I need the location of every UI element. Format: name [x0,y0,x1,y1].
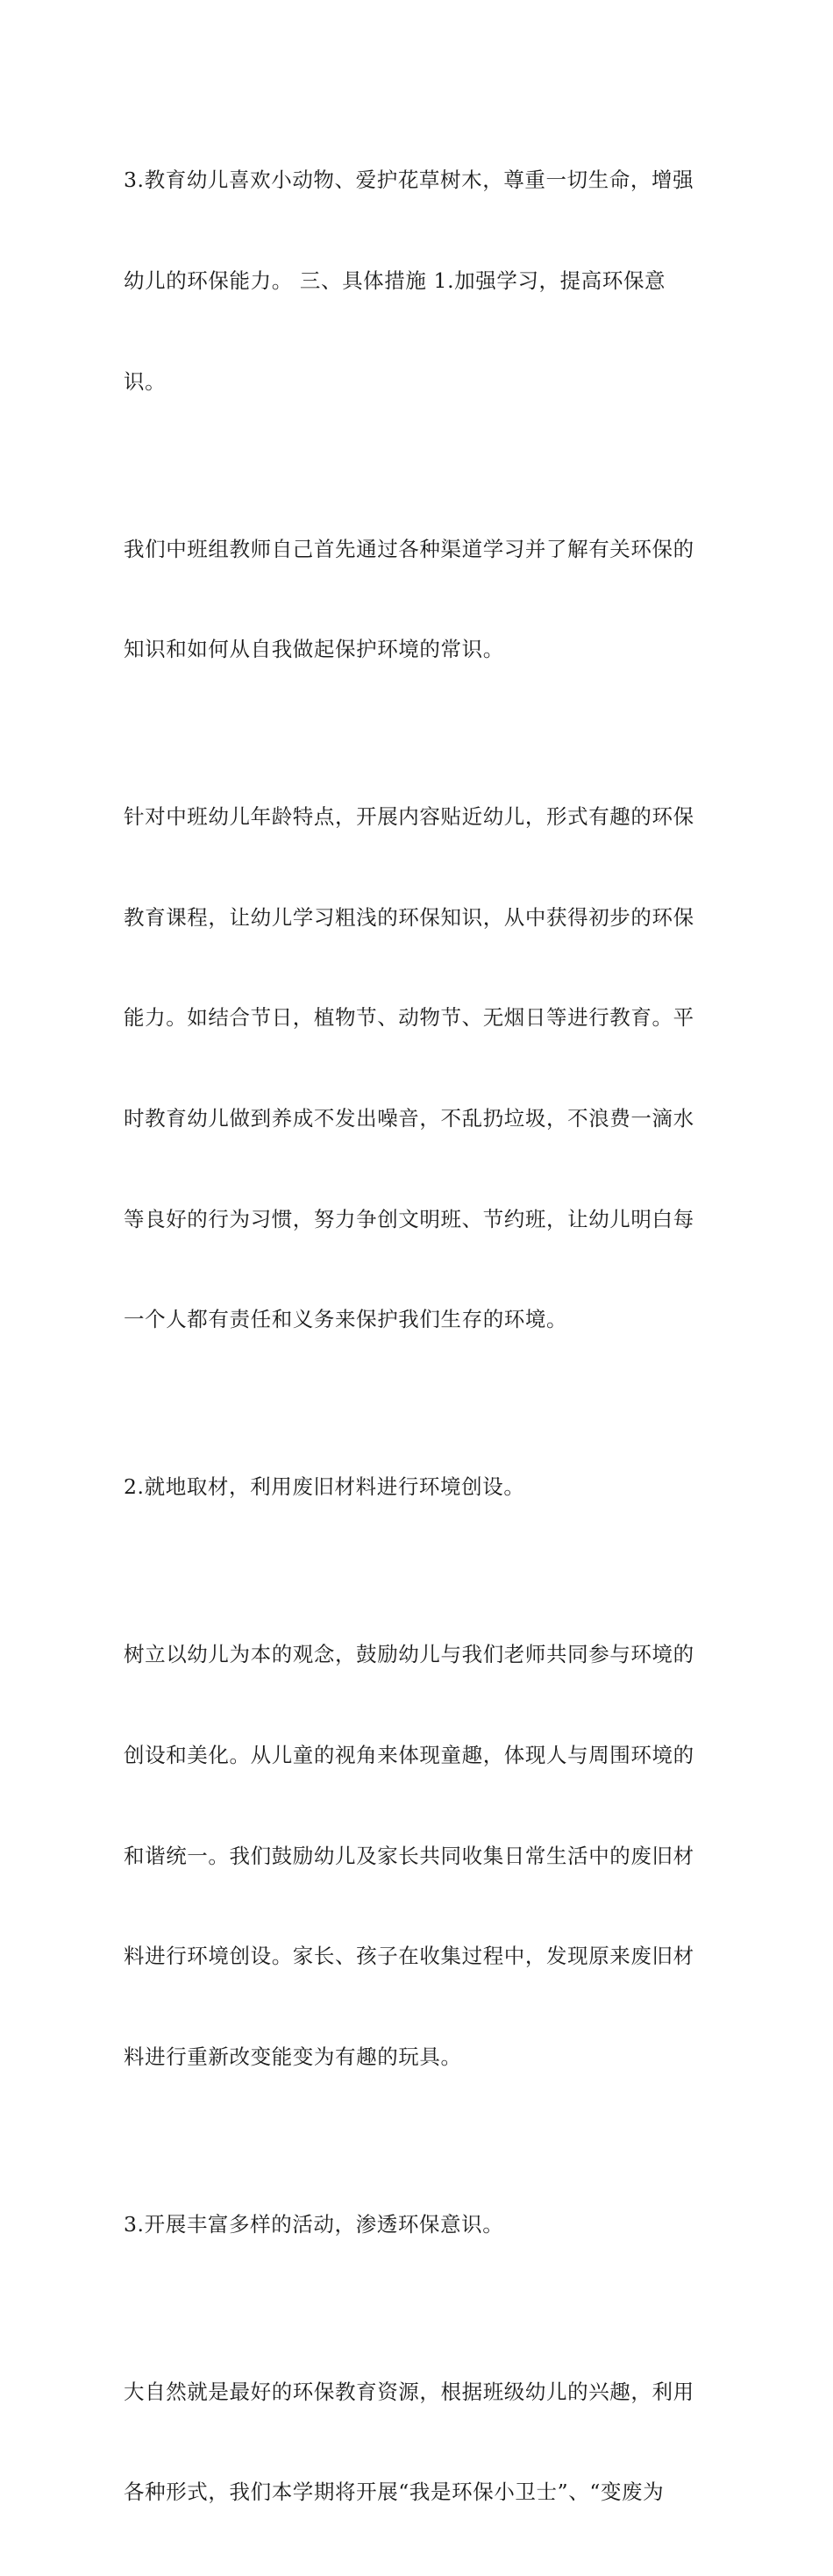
paragraph-measure-3 [124,2308,713,2576]
text-line: 等良好的行为习惯，努力争创文明班、节约班，让幼儿明白每 [124,1206,694,1231]
text-line: 3.开展丰富多样的活动，渗透环保意识。 [124,2211,504,2237]
text-line: 料进行环境创设。家长、孩子在收集过程中，发现原来废旧材 [124,1944,694,1969]
paragraph-goal-3 [124,96,713,465]
text-line: 树立以幼儿为本的观念，鼓励幼儿与我们老师共同参与环境的 [124,1642,694,1667]
text-line: 各种形式，我们本学期将开展“我是环保小卫士”、“变废为 [124,2480,665,2505]
paragraph-curriculum [124,733,713,1403]
text-line: 大自然就是最好的环保教育资源，根据班级幼儿的兴趣，利用 [124,2379,694,2404]
text-line: 2.就地取材，利用废旧材料进行环境创设。 [124,1474,525,1500]
paragraph-teacher-study [124,465,713,733]
text-line: 幼儿的环保能力。 三、具体措施 1.加强学习，提高环保意 [124,268,666,294]
section-heading-measure-2 [124,1403,713,1571]
document-body [124,96,713,2576]
text-line: 3.教育幼儿喜欢小动物、爱护花草树木，尊重一切生命，增强 [124,168,694,193]
text-line: 时教育幼儿做到养成不发出噪音，不乱扔垃圾，不浪费一滴水 [124,1106,694,1131]
paragraph-measure-2 [124,1571,713,2140]
text-line: 创设和美化。从儿童的视角来体现童趣，体现人与周围环境的 [124,1742,694,1767]
text-line: 能力。如结合节日，植物节、动物节、无烟日等进行教育。平 [124,1005,694,1031]
text-line: 针对中班幼儿年龄特点，开展内容贴近幼儿，形式有趣的环保 [124,804,694,830]
text-line: 料进行重新改变能变为有趣的玩具。 [124,2044,462,2069]
text-line: 一个人都有责任和义务来保护我们生存的环境。 [124,1307,568,1332]
text-line: 我们中班组教师自己首先通过各种渠道学习并了解有关环保的 [124,536,694,561]
text-line: 识。 [124,368,167,394]
text-line: 知识和如何从自我做起保护环境的常识。 [124,637,504,662]
text-line: 和谐统一。我们鼓励幼儿及家长共同收集日常生活中的废旧材 [124,1843,694,1868]
section-heading-measure-3 [124,2140,713,2308]
text-line: 教育课程，让幼儿学习粗浅的环保知识，从中获得初步的环保 [124,904,694,930]
